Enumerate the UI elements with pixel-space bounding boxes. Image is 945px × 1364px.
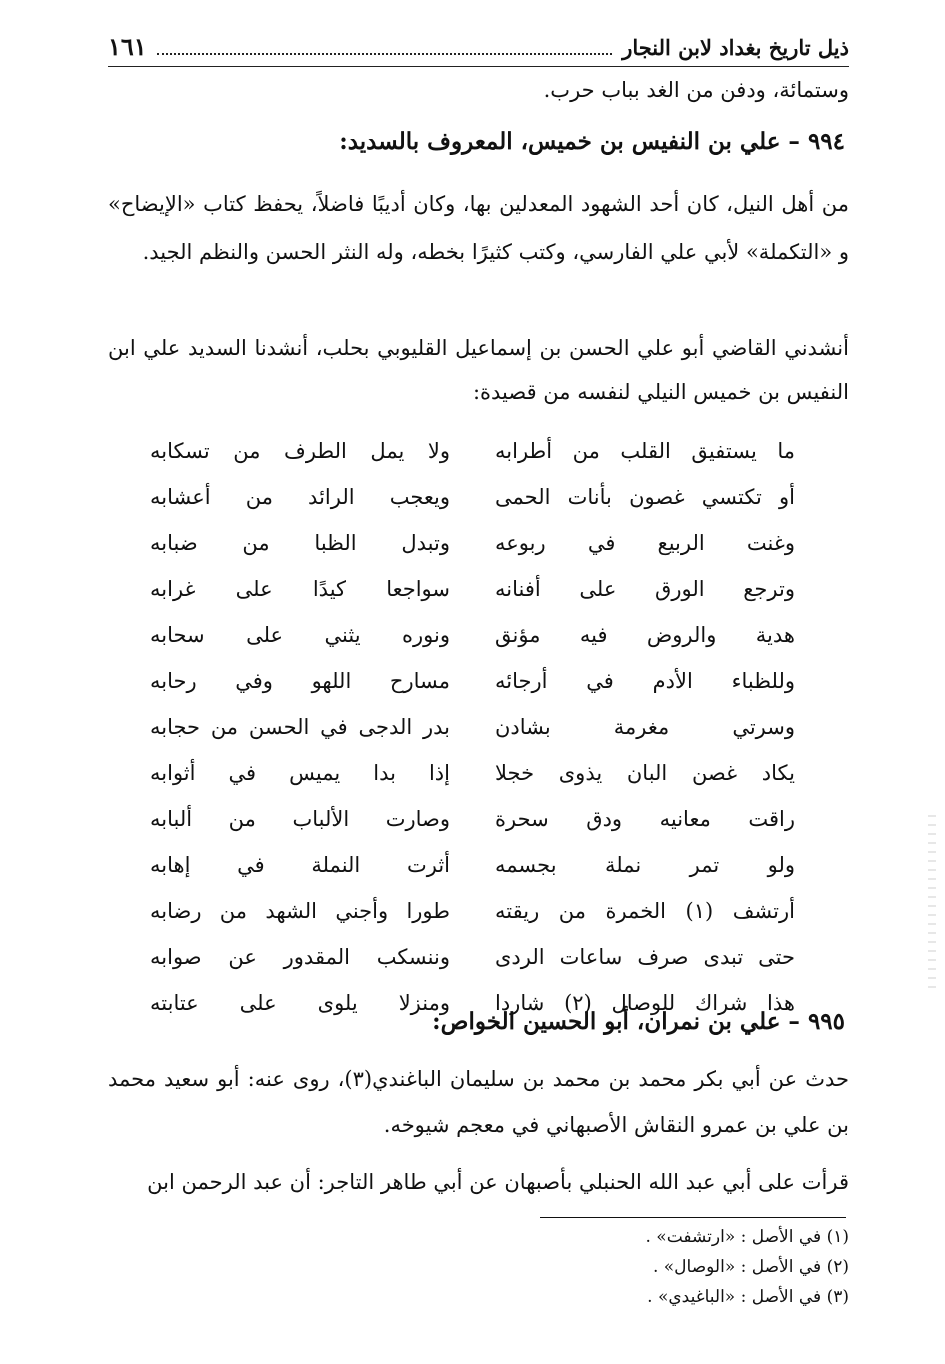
verse-second-hemistich: ويعجب الرائد من أعشابه [150, 485, 450, 509]
poem [150, 428, 795, 1026]
poem-verse [150, 934, 795, 980]
entry-994-paragraph-2: أنشدني القاضي أبو علي الحسن بن إسماعيل القليوبي بحلب، أنشدنا السديد علي ابن النفيس بن خميس النيلي لنفسه من قصيدة: [108, 336, 849, 404]
verse-second-hemistich: أثرت النملة في إهابه [150, 853, 450, 877]
verse-second-hemistich: وننسكب المقدور عن صوابه [150, 945, 450, 969]
header-dot-leader [157, 53, 613, 55]
poem-verse [150, 428, 795, 474]
verse-first-hemistich: هدية والروض فيه مؤنق [495, 623, 795, 647]
footnotes [645, 1222, 849, 1312]
poem-verse [150, 704, 795, 750]
poem-verse [150, 750, 795, 796]
footnote-separator [540, 1217, 846, 1218]
verse-second-hemistich: ولا يمل الطرف من تسكابه [150, 439, 450, 463]
verse-first-hemistich: وللظباء الأدم في أرجائه [495, 669, 795, 693]
footnote: (١) في الأصل : «ارتشفت» . [645, 1227, 849, 1247]
verse-first-hemistich: وغنت الربيع في ربوعه [495, 531, 795, 555]
verse-first-hemistich: ولو تمر نملة بجسمه [495, 853, 795, 877]
entry-995-paragraph-1: حدث عن أبي بكر محمد بن محمد بن سليمان الباغندي(٣)، روى عنه: أبو سعيد محمد بن علي بن عمرو النقاش الأصبهاني في معجم شيوخه. [108, 1067, 849, 1137]
page-number: ١٦١ [108, 32, 147, 61]
footnote: (٣) في الأصل : «الباغيدي» . [647, 1287, 849, 1307]
verse-first-hemistich: راقت معانيه ودق سحرة [495, 807, 795, 831]
verse-second-hemistich: طورا وأجني الشهد من رضابه [150, 899, 450, 923]
poem-verse [150, 842, 795, 888]
running-header [108, 32, 849, 67]
verse-second-hemistich: ومنزلا يلوى على عتابته [150, 991, 450, 1015]
entry-994-paragraph-1: من أهل النيل، كان أحد الشهود المعدلين بها، وكان أديبًا فاضلاً، يحفظ كتاب «الإيضاح» و «التكملة» لأبي علي الفارسي، وكتب كثيرًا بخطه، وله النثر الحسن والنظم الجيد. [108, 192, 849, 264]
verse-first-hemistich: حتى تبدى صرف ساعات الردى [495, 945, 795, 969]
verse-second-hemistich: مسارح اللهو وفي رحابه [150, 669, 450, 693]
verse-first-hemistich: أرتشف (١) الخمرة من ريقته [495, 899, 795, 923]
verse-second-hemistich: بدر الدجى في الحسن من حجابه [150, 715, 450, 739]
verse-first-hemistich: وسرتي مغرمة بشادن [495, 715, 795, 739]
poem-verse [150, 474, 795, 520]
verse-first-hemistich: وترجع الورق على أفنانه [495, 577, 795, 601]
verse-first-hemistich: أو تكتسي غصون بأنات الحمى [495, 485, 795, 509]
verse-first-hemistich: هذا شراك للوصال (٢) شاردا [495, 991, 795, 1015]
verse-second-hemistich: إذا بدا يميس في أثوابه [150, 761, 450, 785]
scan-edge-noise [928, 815, 936, 995]
footnote: (٢) في الأصل : «الوصال» . [652, 1257, 849, 1277]
poem-verse [150, 520, 795, 566]
intro-line: وستمائة، ودفن من الغد بباب حرب. [543, 78, 849, 102]
verse-second-hemistich: وتبدل الظبا من ضبابه [150, 531, 450, 555]
poem-verse [150, 658, 795, 704]
poem-verse [150, 612, 795, 658]
header-title: ذيل تاريخ بغداد لابن النجار [622, 35, 849, 60]
entry-995-paragraph-2: قرأت على أبي عبد الله الحنبلي بأصبهان عن أبي طاهر التاجر: أن عبد الرحمن ابن [147, 1170, 849, 1194]
poem-verse [150, 566, 795, 612]
verse-second-hemistich: ونوره يثني على سحابه [150, 623, 450, 647]
entry-995-heading: ٩٩٥ – علي بن نمران، أبو الحسين الخواص: [432, 1008, 845, 1035]
verse-second-hemistich: وصارت الألباب من ألبابه [150, 807, 450, 831]
verse-first-hemistich: يكاد غصن البان يذوى خجلا [495, 761, 795, 785]
entry-994-heading: ٩٩٤ – علي بن النفيس بن خميس، المعروف بالسديد: [339, 128, 845, 155]
verse-first-hemistich: ما يستفيق القلب من أطرابه [495, 439, 795, 463]
poem-verse [150, 888, 795, 934]
verse-second-hemistich: سواجعا كيدًا على غرابه [150, 577, 450, 601]
poem-verse [150, 796, 795, 842]
